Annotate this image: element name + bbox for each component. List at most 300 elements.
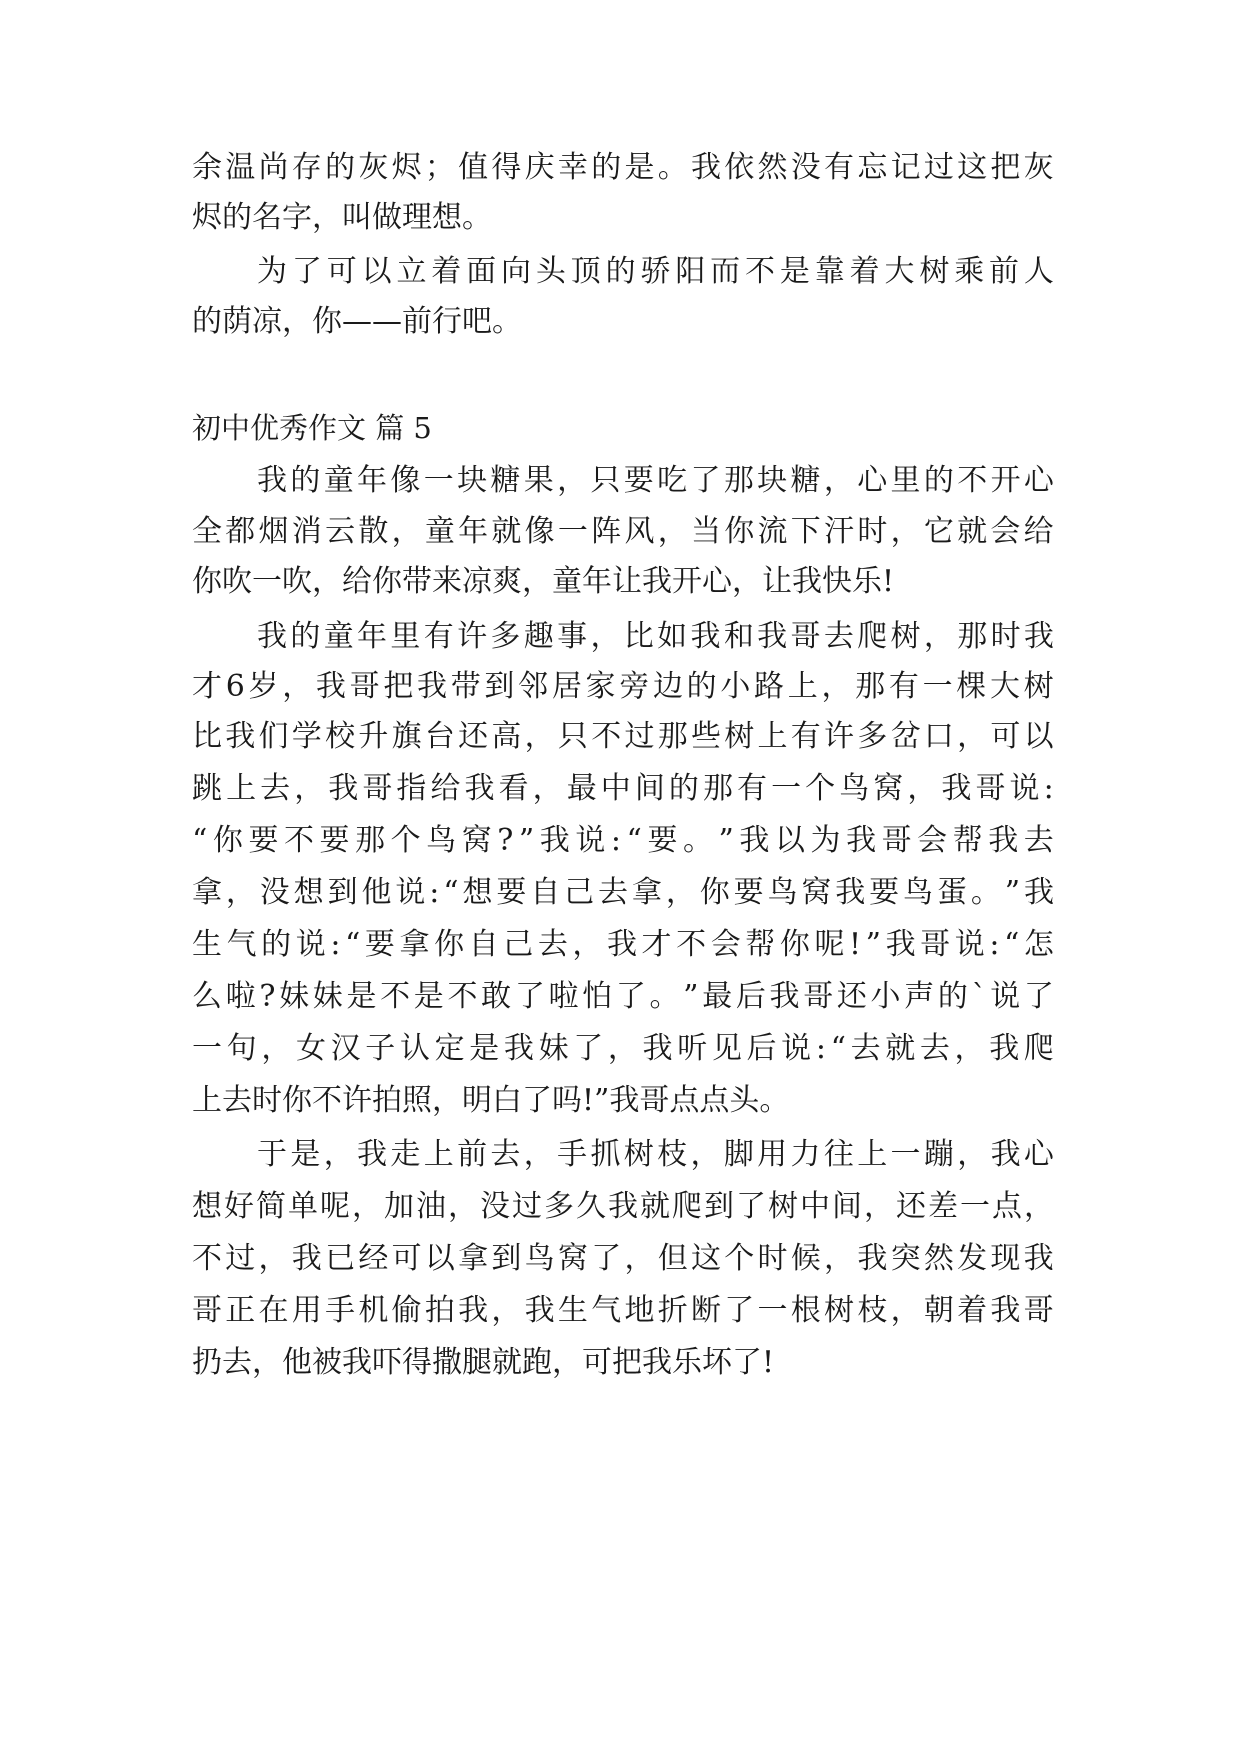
text-glyph: 时 — [857, 514, 888, 549]
text-glyph: 了 — [591, 1241, 622, 1276]
text-glyph: ， — [532, 771, 563, 806]
text-glyph: 我 — [608, 1189, 638, 1224]
text-glyph: 个 — [724, 1241, 755, 1276]
text-glyph: 句 — [226, 1031, 257, 1066]
text-glyph: ” — [518, 823, 535, 858]
text-glyph: 这 — [690, 1241, 721, 1276]
text-glyph: 散 — [358, 514, 389, 549]
text-line — [192, 143, 1054, 193]
text-glyph: 给 — [430, 771, 461, 806]
text-glyph: 断 — [690, 1293, 721, 1328]
text-glyph: 可 — [990, 719, 1021, 754]
text-glyph: 可 — [391, 1241, 422, 1276]
text-glyph: “ — [345, 927, 361, 962]
text-glyph: ” — [683, 979, 699, 1014]
text-glyph: 如 — [657, 619, 688, 654]
text-glyph: 要 — [496, 875, 527, 910]
text-glyph: 我 — [642, 1031, 673, 1066]
text-glyph: 还 — [458, 719, 489, 754]
text-glyph: 爬 — [672, 1189, 702, 1224]
text-glyph: 家 — [585, 669, 616, 704]
text-glyph: 的 — [290, 619, 321, 654]
text-glyph: 要 — [733, 875, 764, 910]
text-glyph: 手 — [557, 1137, 588, 1172]
text-glyph: 把 — [990, 150, 1021, 185]
text-glyph: 块 — [457, 463, 488, 498]
text-glyph: 流 — [757, 514, 788, 549]
text-glyph: 去 — [260, 771, 291, 806]
text-glyph: 要 — [647, 823, 678, 858]
text-glyph: 为 — [257, 254, 287, 289]
text-glyph: 心 — [1023, 463, 1054, 498]
text-glyph: 后 — [735, 979, 766, 1014]
text-glyph: 抓 — [590, 1137, 621, 1172]
text-line — [192, 920, 1054, 970]
text-line — [192, 1286, 1054, 1336]
text-glyph: 哥 — [362, 771, 393, 806]
text-glyph: 的 — [290, 463, 321, 498]
text-glyph: 升 — [358, 719, 389, 754]
text-glyph: 哥 — [192, 1293, 222, 1328]
text-glyph: 上 — [423, 1137, 454, 1172]
text-glyph: 了 — [514, 979, 545, 1014]
text-glyph: ， — [864, 1189, 894, 1224]
text-glyph: 去 — [1023, 823, 1054, 858]
text-glyph: 到 — [484, 669, 515, 704]
text-line: 扔去，他被我吓得撒腿就跑，可把我乐坏了! — [192, 1345, 775, 1380]
text-glyph: 我 — [315, 669, 346, 704]
text-glyph: 记 — [890, 150, 921, 185]
text-glyph: 手 — [325, 1293, 356, 1328]
text-glyph: 我 — [1023, 1241, 1054, 1276]
text-glyph: 往 — [823, 1137, 854, 1172]
text-glyph: 有 — [423, 619, 454, 654]
text-glyph: 帮 — [745, 927, 776, 962]
text-glyph: 以 — [1023, 719, 1054, 754]
text-glyph: 哥 — [975, 771, 1006, 806]
text-glyph: 以 — [424, 1241, 455, 1276]
text-glyph: 一 — [557, 514, 588, 549]
text-glyph: 上 — [787, 669, 818, 704]
text-glyph: 是 — [624, 150, 655, 185]
text-glyph: 看 — [498, 771, 529, 806]
text-glyph: 说 — [781, 1031, 812, 1066]
text-glyph: 许 — [824, 719, 855, 754]
text-glyph: 不 — [192, 1241, 222, 1276]
text-glyph: 树 — [890, 619, 921, 654]
text-glyph: ， — [258, 1241, 289, 1276]
text-glyph: 就 — [640, 1189, 670, 1224]
text-glyph: 简 — [256, 1189, 286, 1224]
text-glyph: 声 — [904, 979, 935, 1014]
text-glyph: 要 — [248, 823, 279, 858]
text-glyph: 有 — [824, 150, 855, 185]
text-line — [192, 712, 1054, 762]
text-glyph: 着 — [957, 1293, 988, 1328]
text-glyph: : — [610, 823, 621, 858]
text-glyph: 可 — [326, 254, 357, 289]
text-glyph: ， — [590, 619, 621, 654]
text-glyph: 带 — [450, 669, 481, 704]
text-glyph: 多 — [490, 619, 521, 654]
text-glyph: 树 — [724, 719, 755, 754]
text-glyph: 已 — [325, 1241, 356, 1276]
text-line — [192, 816, 1054, 866]
text-glyph: 前 — [457, 1137, 488, 1172]
text-glyph: 你 — [724, 514, 755, 549]
text-glyph: 只 — [557, 719, 588, 754]
text-glyph: 我 — [835, 875, 866, 910]
text-glyph: 事 — [557, 619, 588, 654]
text-glyph: 糖 — [490, 463, 521, 498]
text-glyph: 在 — [258, 1293, 289, 1328]
text-glyph: 里 — [890, 463, 921, 498]
text-glyph: 不 — [283, 823, 314, 858]
text-glyph: 拿 — [399, 927, 430, 962]
text-glyph: 的 — [923, 463, 954, 498]
text-glyph: 要 — [364, 927, 395, 962]
text-glyph: 。 — [970, 875, 1001, 910]
text-glyph: 树 — [824, 1293, 855, 1328]
text-glyph: 候 — [790, 1241, 821, 1276]
text-glyph: ， — [491, 1293, 522, 1328]
text-glyph: 把 — [383, 669, 414, 704]
text-glyph: 久 — [576, 1189, 606, 1224]
text-glyph: 鸟 — [903, 875, 934, 910]
text-glyph: 以 — [774, 823, 805, 858]
text-glyph: 到 — [704, 1189, 734, 1224]
text-glyph: 敢 — [481, 979, 512, 1014]
text-glyph: 然 — [923, 1241, 954, 1276]
text-glyph: 哥 — [920, 927, 951, 962]
text-glyph: 忘 — [857, 150, 888, 185]
text-glyph: 我 — [225, 719, 256, 754]
text-glyph: 的 — [325, 150, 356, 185]
text-glyph: “ — [192, 823, 208, 858]
text-glyph: 帮 — [952, 823, 983, 858]
text-glyph: 是 — [779, 254, 810, 289]
text-glyph: ， — [294, 771, 325, 806]
text-glyph: 正 — [225, 1293, 256, 1328]
text-glyph: 鸟 — [767, 875, 798, 910]
text-glyph: 我 — [606, 927, 637, 962]
text-glyph: 高 — [491, 719, 522, 754]
text-glyph: 时 — [990, 619, 1021, 654]
text-glyph: 我 — [257, 619, 287, 654]
text-glyph: 多 — [544, 1189, 574, 1224]
text-glyph: 没 — [480, 1189, 510, 1224]
text-glyph: 不 — [957, 463, 988, 498]
text-glyph: 偷 — [391, 1293, 422, 1328]
text-glyph: 树 — [623, 1137, 654, 1172]
text-glyph: 顶 — [570, 254, 601, 289]
text-glyph: 给 — [1023, 514, 1054, 549]
text-glyph: 说 — [954, 927, 985, 962]
text-glyph: 们 — [258, 719, 289, 754]
text-glyph: 要 — [869, 875, 900, 910]
text-line — [192, 1182, 1054, 1232]
text-glyph: ` — [971, 979, 987, 1014]
text-glyph: 灰 — [1023, 150, 1054, 185]
text-glyph: 是 — [346, 979, 377, 1014]
text-glyph: 向 — [501, 254, 532, 289]
text-glyph: 气 — [591, 1293, 622, 1328]
text-glyph: 以 — [361, 254, 392, 289]
text-glyph: 哥 — [349, 669, 380, 704]
text-glyph: 。 — [682, 823, 713, 858]
text-glyph: 岁 — [248, 669, 279, 704]
text-glyph: 想 — [192, 1189, 222, 1224]
text-glyph: ， — [352, 1189, 382, 1224]
text-glyph: 它 — [923, 514, 954, 549]
text-line — [257, 612, 1054, 662]
text-glyph: 过 — [512, 1189, 542, 1224]
text-glyph: 多 — [857, 719, 888, 754]
text-glyph: 鸟 — [524, 1241, 555, 1276]
text-glyph: 而 — [710, 254, 741, 289]
text-glyph: 年 — [357, 619, 388, 654]
text-glyph: 哥 — [1023, 1293, 1054, 1328]
text-glyph: 子 — [365, 1031, 396, 1066]
text-glyph: ， — [448, 1189, 478, 1224]
text-glyph: 会 — [990, 514, 1021, 549]
text-glyph: 中 — [800, 1189, 830, 1224]
text-glyph: ， — [523, 1137, 554, 1172]
text-glyph: 路 — [754, 669, 785, 704]
text-glyph: 旗 — [391, 719, 422, 754]
text-glyph: 怕 — [582, 979, 613, 1014]
text-glyph: 去 — [850, 1031, 881, 1066]
text-glyph: : — [429, 875, 440, 910]
text-glyph: ； — [424, 150, 455, 185]
text-glyph: ” — [1004, 875, 1021, 910]
text-glyph: 才 — [192, 669, 222, 704]
text-glyph: 根 — [790, 1293, 821, 1328]
text-glyph: 个 — [390, 823, 421, 858]
text-glyph: 心 — [857, 463, 888, 498]
text-glyph: 靠 — [814, 254, 845, 289]
text-glyph: 说 — [575, 823, 606, 858]
text-glyph: 爬 — [1023, 1031, 1054, 1066]
text-glyph: 枝 — [857, 1293, 888, 1328]
text-glyph: 的 — [605, 254, 636, 289]
text-glyph: 着 — [431, 254, 462, 289]
text-glyph: 树 — [768, 1189, 798, 1224]
text-glyph: ， — [323, 1137, 354, 1172]
text-glyph: ， — [907, 771, 938, 806]
text-glyph: 头 — [535, 254, 566, 289]
text-line — [192, 1234, 1054, 1284]
text-glyph: 树 — [919, 254, 950, 289]
text-glyph: 不 — [447, 979, 478, 1014]
text-glyph: 去 — [598, 875, 629, 910]
text-glyph: 过 — [624, 719, 655, 754]
text-glyph: 我 — [328, 771, 359, 806]
text-glyph: 说 — [295, 927, 326, 962]
text-glyph: 岔 — [890, 719, 921, 754]
text-glyph: 那 — [702, 771, 733, 806]
text-glyph: ， — [824, 1241, 855, 1276]
text-glyph: 一 — [960, 1189, 990, 1224]
text-glyph: 我 — [857, 1241, 888, 1276]
text-glyph: 上 — [757, 719, 788, 754]
text-glyph: “ — [443, 875, 459, 910]
text-glyph: 说 — [990, 979, 1021, 1014]
text-glyph: 我 — [291, 1241, 322, 1276]
text-glyph: 有 — [790, 719, 821, 754]
text-glyph: 尚 — [258, 150, 289, 185]
text-glyph: 想 — [293, 875, 324, 910]
text-glyph: 我 — [769, 979, 800, 1014]
text-glyph: 只 — [590, 463, 621, 498]
text-glyph: ， — [282, 669, 313, 704]
text-glyph: 比 — [192, 719, 222, 754]
text-glyph: 了 — [690, 463, 721, 498]
text-glyph: 我 — [739, 823, 770, 858]
text-glyph: 汉 — [330, 1031, 361, 1066]
text-glyph: 年 — [357, 463, 388, 498]
text-glyph: 时 — [757, 1241, 788, 1276]
text-glyph: ， — [823, 463, 854, 498]
text-glyph: 窝 — [557, 1241, 588, 1276]
text-glyph: 里 — [390, 619, 421, 654]
text-line — [192, 1024, 1054, 1074]
text-glyph: 消 — [291, 514, 322, 549]
text-glyph: 立 — [396, 254, 427, 289]
text-glyph: ， — [821, 669, 852, 704]
text-glyph: 6 — [225, 669, 245, 704]
text-glyph: 骄 — [640, 254, 671, 289]
text-glyph: 去 — [919, 1031, 950, 1066]
text-line — [257, 247, 1054, 297]
text-line — [192, 868, 1054, 918]
text-glyph: 是 — [290, 1137, 321, 1172]
text-glyph: 阵 — [591, 514, 622, 549]
text-glyph: 己 — [503, 927, 534, 962]
text-glyph: 烬 — [391, 150, 422, 185]
text-glyph: 乘 — [954, 254, 985, 289]
text-glyph: 我 — [503, 1031, 534, 1066]
text-glyph: ， — [524, 719, 555, 754]
text-glyph: : — [330, 927, 341, 962]
text-glyph: 个 — [805, 771, 836, 806]
text-glyph: 我 — [846, 823, 877, 858]
text-glyph: 人 — [1023, 254, 1054, 289]
text-glyph: 就 — [491, 514, 522, 549]
text-glyph: 女 — [295, 1031, 326, 1066]
text-glyph: 妹 — [312, 979, 343, 1014]
text-glyph: 我 — [941, 771, 972, 806]
text-glyph: 旁 — [619, 669, 650, 704]
text-glyph: 己 — [564, 875, 595, 910]
text-glyph: 妹 — [279, 979, 310, 1014]
text-line: 烬的名字，叫做理想。 — [192, 200, 492, 235]
text-glyph: ， — [665, 875, 696, 910]
text-glyph: 的 — [937, 979, 968, 1014]
text-glyph: 去 — [537, 927, 568, 962]
text-glyph: 我 — [990, 1137, 1021, 1172]
text-glyph: 有 — [888, 669, 919, 704]
text-glyph: 鸟 — [426, 823, 457, 858]
text-glyph: ， — [657, 514, 688, 549]
text-glyph: ， — [890, 1293, 921, 1328]
text-glyph: 差 — [928, 1189, 958, 1224]
text-glyph: 吃 — [657, 463, 688, 498]
text-glyph: 我 — [257, 463, 287, 498]
text-line — [257, 456, 1054, 506]
text-glyph: 后 — [746, 1031, 777, 1066]
text-glyph: 我 — [989, 1031, 1020, 1066]
text-glyph: 有 — [737, 771, 767, 806]
text-glyph: 庆 — [524, 150, 555, 185]
text-glyph: 不 — [676, 927, 707, 962]
text-glyph: 为 — [810, 823, 841, 858]
text-glyph: 蹦 — [923, 1137, 954, 1172]
text-glyph: “ — [626, 823, 642, 858]
text-glyph: 小 — [720, 669, 751, 704]
text-glyph: ， — [572, 927, 603, 962]
text-glyph: 拍 — [424, 1293, 455, 1328]
text-glyph: 像 — [390, 463, 421, 498]
text-glyph: 面 — [466, 254, 497, 289]
text-glyph: 我 — [988, 823, 1019, 858]
text-glyph: 然 — [757, 150, 788, 185]
text-glyph: 拿 — [631, 875, 662, 910]
text-glyph: 的 — [261, 927, 292, 962]
text-glyph: 脚 — [723, 1137, 754, 1172]
text-glyph: 现 — [990, 1241, 1021, 1276]
text-glyph: 那 — [355, 823, 386, 858]
text-glyph: 我 — [357, 1137, 388, 1172]
text-glyph: 认 — [399, 1031, 430, 1066]
text-glyph: 存 — [291, 150, 322, 185]
text-glyph: 都 — [225, 514, 256, 549]
text-glyph: 。 — [657, 150, 688, 185]
text-glyph: 烟 — [258, 514, 289, 549]
text-glyph: 窝 — [801, 875, 832, 910]
text-glyph: 不 — [745, 254, 776, 289]
text-glyph: 还 — [896, 1189, 926, 1224]
text-glyph: ， — [225, 875, 256, 910]
text-glyph: 发 — [957, 1241, 988, 1276]
section-heading: 初中优秀作文 篇 5 — [192, 411, 432, 445]
text-glyph: 到 — [327, 875, 358, 910]
text-glyph: 。 — [649, 979, 680, 1014]
text-glyph: 灰 — [358, 150, 389, 185]
text-glyph: 邻 — [518, 669, 549, 704]
text-glyph: 了 — [736, 1189, 766, 1224]
text-glyph: 跳 — [192, 771, 222, 806]
text-glyph: 居 — [551, 669, 582, 704]
text-glyph: 的 — [668, 771, 699, 806]
text-glyph: 我 — [539, 823, 570, 858]
text-glyph: ? — [259, 979, 276, 1014]
text-glyph: 会 — [710, 927, 741, 962]
text-glyph: 棵 — [956, 669, 987, 704]
text-line — [257, 1130, 1054, 1180]
text-glyph: 糖 — [790, 463, 821, 498]
text-glyph: 我 — [690, 619, 721, 654]
text-glyph: 你 — [434, 927, 465, 962]
text-glyph: ， — [1024, 1189, 1054, 1224]
text-glyph: ， — [261, 1031, 292, 1066]
text-glyph: 没 — [259, 875, 290, 910]
text-glyph: 窝 — [873, 771, 904, 806]
text-glyph: 了 — [573, 1031, 604, 1066]
text-glyph: 一 — [192, 1031, 222, 1066]
text-glyph: 心 — [1023, 1137, 1054, 1172]
text-glyph: 一 — [423, 463, 454, 498]
